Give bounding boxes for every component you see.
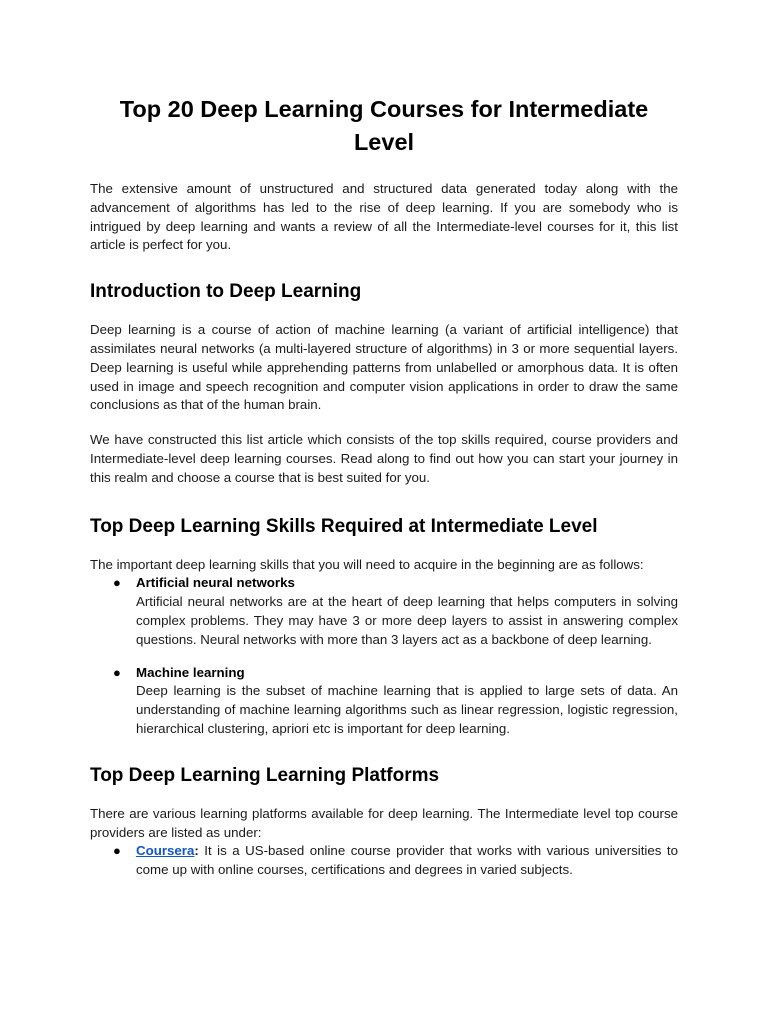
intro-paragraph: The extensive amount of unstructured and structured data generated today along with the advancement of algorithms has led to the rise of deep learning. If you are somebody who is intrigued by deep learning and wants a review of all the Intermediate-level courses for it, this list article is perfect for you. [90,181,678,253]
bullet-icon: ● [113,575,121,591]
section-heading-skills: Top Deep Learning Skills Required at Intermediate Level [90,515,598,537]
skill-description: Deep learning is the subset of machine learning that is applied to large sets of data. An understanding of machine learning algorithms such as linear regression, logistic regression, hierarchical clustering, apriori etc is important for deep learning. [136,683,678,736]
skills-lead-paragraph: The important deep learning skills that you will need to acquire in the beginning are as follows: [90,556,644,572]
platform-entry [136,842,678,880]
page-title: Top 20 Deep Learning Courses for Intermediate Level [119,96,649,155]
list-item [90,664,678,739]
bullet-icon: ● [113,843,121,859]
bullet-icon: ● [113,664,121,680]
skill-title: Machine learning [136,664,245,680]
section-heading-introduction: Introduction to Deep Learning [90,281,362,303]
platform-description: It is a US-based online course provider that works with various universities to come up with online courses, certifications and degrees in varied subjects. [136,843,678,878]
platforms-list [90,842,678,880]
skill-title: Artificial neural networks [136,575,295,591]
platform-colon: : [194,843,199,859]
section-heading-platforms: Top Deep Learning Learning Platforms [90,764,440,786]
skill-description: Artificial neural networks are at the heart of deep learning that helps computers in solving complex problems. They may have 3 or more deep layers to assist in answering complex questions. Neural networks with more than 3 layers act as a backbone of deep learning. [136,594,678,647]
document-page [90,0,678,880]
skills-list [90,574,678,738]
list-item [90,574,678,649]
platforms-lead-paragraph: There are various learning platforms available for deep learning. The Intermediate level top course providers are listed as under: [90,805,678,840]
introduction-paragraph-2: We have constructed this list article which consists of the top skills required, course providers and Intermediate-level deep learning courses. Read along to find out how you can start your journey in this realm and choose a course that is best suited for you. [90,432,678,485]
introduction-paragraph-1: Deep learning is a course of action of machine learning (a variant of artificial intelligence) that assimilates neural networks (a multi-layered structure of algorithms) in 3 or more sequential layers. Deep learning is useful while apprehending patterns from unlabelled or amorphous data. It is often used in image and speech recognition and computer vision applications in order to draw the same conclusions as that of the human brain. [90,322,678,413]
list-item [90,842,678,880]
coursera-link[interactable]: Coursera [136,843,195,859]
